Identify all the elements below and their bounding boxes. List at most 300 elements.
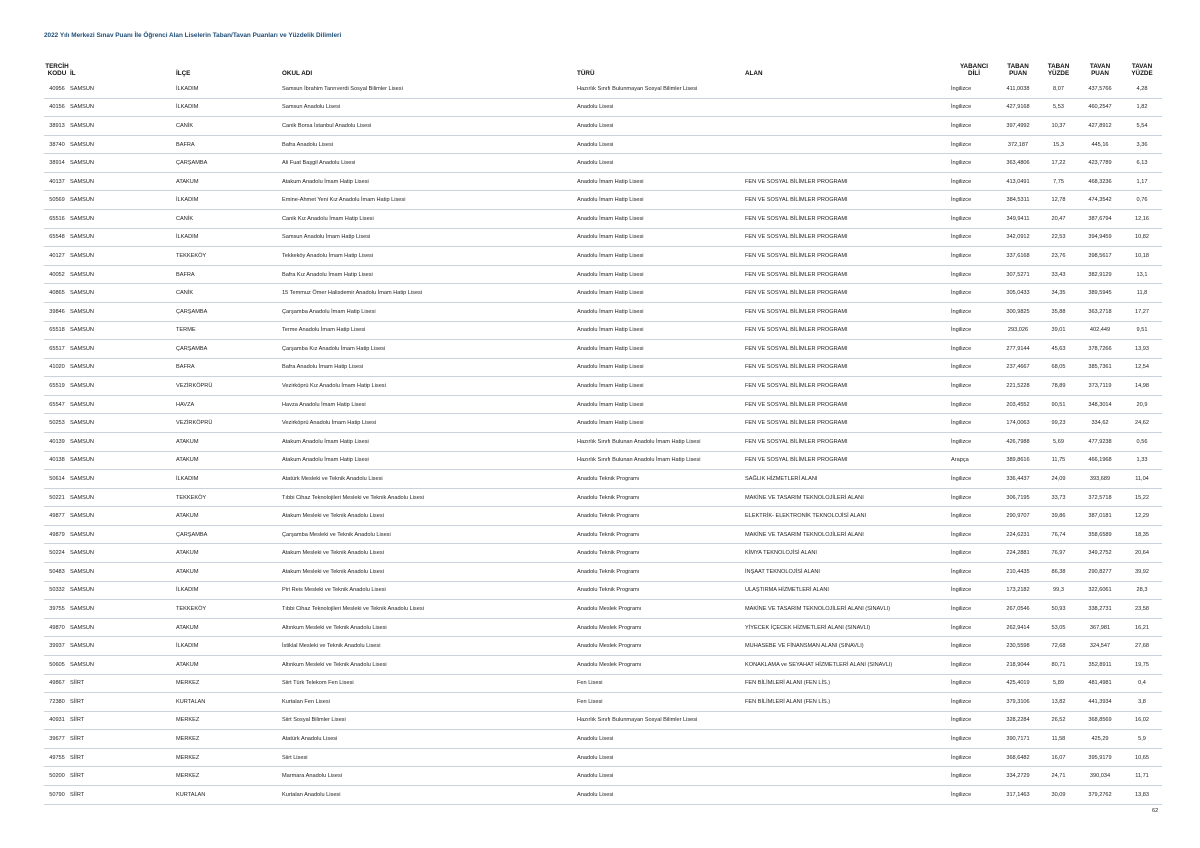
okul-adi-cell: Samsun İbrahim Tanrıverdi Sosyal Bilimler Lisesi [282, 80, 577, 98]
ilce-cell: MERKEZ [176, 767, 282, 786]
tavan-yuzde-cell: 14,98 [1122, 377, 1162, 396]
ilce-cell: BAFRA [176, 358, 282, 377]
alan-cell: FEN VE SOSYAL BİLİMLER PROGRAMI [745, 228, 951, 247]
il-cell: SAMSUN [70, 80, 176, 98]
alan-cell: MAKİNE VE TASARIM TEKNOLOJİLERİ ALANI (SINAVLI) [745, 600, 951, 619]
ilce-cell: İLKADIM [176, 637, 282, 656]
tavan-yuzde-cell: 17,27 [1122, 302, 1162, 321]
taban-yuzde-cell: 39,86 [1039, 507, 1078, 526]
table-row [44, 172, 1162, 191]
turu-cell: Anadolu Lisesi [577, 117, 745, 136]
header-tavan-yuzde-line1: TAVAN [1131, 62, 1153, 70]
tercih-kodu-cell: 40931 [44, 711, 70, 730]
taban-puan-cell: 224,2881 [997, 544, 1039, 563]
tavan-puan-cell: 373,7119 [1078, 377, 1122, 396]
tercih-kodu-cell: 38914 [44, 154, 70, 173]
yabanci-dili-cell: İngilizce [951, 618, 997, 637]
taban-puan-cell: 218,9044 [997, 655, 1039, 674]
taban-yuzde-cell: 20,47 [1039, 210, 1078, 229]
turu-cell: Anadolu İmam Hatip Lisesi [577, 265, 745, 284]
il-cell: SAMSUN [70, 470, 176, 489]
alan-cell: ELEKTRİK- ELEKTRONİK TEKNOLOJİSİ ALANI [745, 507, 951, 526]
header-row [44, 56, 1162, 80]
taban-yuzde-cell: 7,75 [1039, 172, 1078, 191]
alan-cell: FEN VE SOSYAL BİLİMLER PROGRAMI [745, 247, 951, 266]
table-row [44, 637, 1162, 656]
taban-puan-cell: 389,8616 [997, 451, 1039, 470]
okul-adi-cell: Marmara Anadolu Lisesi [282, 767, 577, 786]
table-row [44, 395, 1162, 414]
tavan-puan-cell: 481,4981 [1078, 674, 1122, 693]
okul-adi-cell: Atakum Mesleki ve Teknik Anadolu Lisesi [282, 544, 577, 563]
il-cell: SAMSUN [70, 117, 176, 136]
tavan-puan-cell: 441,3934 [1078, 693, 1122, 712]
tavan-yuzde-cell: 0,4 [1122, 674, 1162, 693]
okul-adi-cell: Kurtalan Anadolu Lisesi [282, 785, 577, 804]
tercih-kodu-cell: 50483 [44, 563, 70, 582]
ilce-cell: ÇARŞAMBA [176, 340, 282, 359]
taban-puan-cell: 328,2284 [997, 711, 1039, 730]
taban-puan-cell: 221,5228 [997, 377, 1039, 396]
taban-puan-cell: 267,0546 [997, 600, 1039, 619]
il-cell: SAMSUN [70, 340, 176, 359]
yabanci-dili-cell: İngilizce [951, 80, 997, 98]
turu-cell: Anadolu Teknik Programı [577, 525, 745, 544]
tercih-kodu-cell: 65517 [44, 340, 70, 359]
tavan-yuzde-cell: 28,3 [1122, 581, 1162, 600]
turu-cell: Hazırlık Sınıfı Bulunmayan Sosyal Bilimler Lisesi [577, 80, 745, 98]
taban-yuzde-cell: 23,76 [1039, 247, 1078, 266]
okul-adi-cell: Tıbbi Cihaz Teknolojileri Mesleki ve Teknik Anadolu Lisesi [282, 600, 577, 619]
tavan-puan-cell: 390,034 [1078, 767, 1122, 786]
tavan-yuzde-cell: 0,76 [1122, 191, 1162, 210]
taban-puan-cell: 173,2182 [997, 581, 1039, 600]
table-row [44, 117, 1162, 136]
table-row [44, 488, 1162, 507]
tercih-kodu-cell: 49879 [44, 525, 70, 544]
header-ilce: İLÇE [176, 70, 191, 78]
yabanci-dili-cell: İngilizce [951, 395, 997, 414]
tavan-yuzde-cell: 10,82 [1122, 228, 1162, 247]
tavan-puan-cell: 394,9459 [1078, 228, 1122, 247]
alan-cell [745, 785, 951, 804]
tavan-yuzde-cell: 1,33 [1122, 451, 1162, 470]
yabanci-dili-cell: İngilizce [951, 265, 997, 284]
taban-yuzde-cell: 12,78 [1039, 191, 1078, 210]
table-row [44, 414, 1162, 433]
il-cell: SAMSUN [70, 210, 176, 229]
il-cell: SAMSUN [70, 358, 176, 377]
il-cell: SAMSUN [70, 247, 176, 266]
tercih-kodu-cell: 50332 [44, 581, 70, 600]
taban-puan-cell: 384,5311 [997, 191, 1039, 210]
header-tavan-puan-line1: TAVAN [1089, 62, 1111, 70]
ilce-cell: MERKEZ [176, 730, 282, 749]
taban-puan-cell: 411,0038 [997, 80, 1039, 98]
tavan-puan-cell: 460,2547 [1078, 98, 1122, 117]
yabanci-dili-cell: İngilizce [951, 693, 997, 712]
table-row [44, 432, 1162, 451]
taban-yuzde-cell: 76,74 [1039, 525, 1078, 544]
ilce-cell: VEZİRKÖPRÜ [176, 377, 282, 396]
tercih-kodu-cell: 50605 [44, 655, 70, 674]
taban-puan-cell: 317,1463 [997, 785, 1039, 804]
taban-yuzde-cell: 22,53 [1039, 228, 1078, 247]
table-row [44, 210, 1162, 229]
turu-cell: Anadolu Lisesi [577, 785, 745, 804]
yabanci-dili-cell: İngilizce [951, 172, 997, 191]
taban-yuzde-cell: 30,09 [1039, 785, 1078, 804]
alan-cell: FEN VE SOSYAL BİLİMLER PROGRAMI [745, 191, 951, 210]
yabanci-dili-cell: İngilizce [951, 191, 997, 210]
ilce-cell: ÇARŞAMBA [176, 302, 282, 321]
header-il: İL [70, 70, 76, 78]
tavan-puan-cell: 393,689 [1078, 470, 1122, 489]
tercih-kodu-cell: 39677 [44, 730, 70, 749]
tavan-puan-cell: 338,2731 [1078, 600, 1122, 619]
taban-yuzde-cell: 13,82 [1039, 693, 1078, 712]
table-row [44, 154, 1162, 173]
table-row [44, 581, 1162, 600]
okul-adi-cell: Siirt Lisesi [282, 748, 577, 767]
ilce-cell: MERKEZ [176, 711, 282, 730]
okul-adi-cell: Ali Fuat Başgil Anadolu Lisesi [282, 154, 577, 173]
taban-yuzde-cell: 11,58 [1039, 730, 1078, 749]
turu-cell: Anadolu Teknik Programı [577, 581, 745, 600]
il-cell: SAMSUN [70, 321, 176, 340]
okul-adi-cell: Vezirköprü Kız Anadolu İmam Hatip Lisesi [282, 377, 577, 396]
ilce-cell: TERME [176, 321, 282, 340]
header-okul-adi: OKUL ADI [282, 70, 313, 78]
tercih-kodu-cell: 40052 [44, 265, 70, 284]
table-row [44, 135, 1162, 154]
yabanci-dili-cell: İngilizce [951, 377, 997, 396]
turu-cell: Anadolu Meslek Programı [577, 637, 745, 656]
header-tavan-puan [1078, 56, 1122, 80]
tercih-kodu-cell: 50790 [44, 785, 70, 804]
yabanci-dili-cell: İngilizce [951, 432, 997, 451]
alan-cell: KİMYA TEKNOLOJİSİ ALANI [745, 544, 951, 563]
okul-adi-cell: Çarşamba Mesleki ve Teknik Anadolu Lisesi [282, 525, 577, 544]
tercih-kodu-cell: 49877 [44, 507, 70, 526]
alan-cell: FEN VE SOSYAL BİLİMLER PROGRAMI [745, 377, 951, 396]
tercih-kodu-cell: 40139 [44, 432, 70, 451]
tavan-puan-cell: 385,7361 [1078, 358, 1122, 377]
yabanci-dili-cell: İngilizce [951, 637, 997, 656]
taban-yuzde-cell: 45,63 [1039, 340, 1078, 359]
table-row [44, 544, 1162, 563]
taban-puan-cell: 349,9411 [997, 210, 1039, 229]
turu-cell: Anadolu İmam Hatip Lisesi [577, 228, 745, 247]
tavan-yuzde-cell: 5,54 [1122, 117, 1162, 136]
alan-cell: FEN VE SOSYAL BİLİMLER PROGRAMI [745, 321, 951, 340]
alan-cell: FEN VE SOSYAL BİLİMLER PROGRAMI [745, 265, 951, 284]
taban-puan-cell: 413,0491 [997, 172, 1039, 191]
turu-cell: Anadolu Teknik Programı [577, 563, 745, 582]
tavan-yuzde-cell: 18,35 [1122, 525, 1162, 544]
tavan-yuzde-cell: 11,8 [1122, 284, 1162, 303]
ilce-cell: ÇARŞAMBA [176, 525, 282, 544]
taban-puan-cell: 307,5271 [997, 265, 1039, 284]
yabanci-dili-cell: İngilizce [951, 302, 997, 321]
taban-yuzde-cell: 5,53 [1039, 98, 1078, 117]
table-row [44, 711, 1162, 730]
taban-yuzde-cell: 33,43 [1039, 265, 1078, 284]
alan-cell [745, 748, 951, 767]
alan-cell: FEN VE SOSYAL BİLİMLER PROGRAMI [745, 340, 951, 359]
il-cell: SAMSUN [70, 284, 176, 303]
table-row [44, 525, 1162, 544]
il-cell: SAMSUN [70, 154, 176, 173]
tercih-kodu-cell: 72380 [44, 693, 70, 712]
yabanci-dili-cell: İngilizce [951, 135, 997, 154]
header-taban-puan-line2: PUAN [1009, 70, 1027, 78]
tavan-yuzde-cell: 24,62 [1122, 414, 1162, 433]
turu-cell: Anadolu İmam Hatip Lisesi [577, 321, 745, 340]
alan-cell: MUHASEBE VE FİNANSMAN ALANI (SINAVLI) [745, 637, 951, 656]
page-title: 2022 Yılı Merkezi Sınav Puanı İle Öğrenci Alan Liselerin Taban/Tavan Puanları ve Yüzdelik Dilimleri [44, 32, 342, 39]
okul-adi-cell: Canik Borsa İstanbul Anadolu Lisesi [282, 117, 577, 136]
okul-adi-cell: Siirt Sosyal Bilimler Lisesi [282, 711, 577, 730]
tercih-kodu-cell: 65518 [44, 321, 70, 340]
il-cell: SAMSUN [70, 600, 176, 619]
il-cell: SAMSUN [70, 98, 176, 117]
tavan-yuzde-cell: 4,28 [1122, 80, 1162, 98]
il-cell: SAMSUN [70, 618, 176, 637]
taban-yuzde-cell: 50,93 [1039, 600, 1078, 619]
tercih-kodu-cell: 40865 [44, 284, 70, 303]
ilce-cell: VEZİRKÖPRÜ [176, 414, 282, 433]
taban-yuzde-cell: 72,68 [1039, 637, 1078, 656]
table-row [44, 191, 1162, 210]
yabanci-dili-cell: İngilizce [951, 414, 997, 433]
ilce-cell: ATAKUM [176, 544, 282, 563]
tavan-yuzde-cell: 10,18 [1122, 247, 1162, 266]
il-cell: SAMSUN [70, 451, 176, 470]
turu-cell: Anadolu İmam Hatip Lisesi [577, 247, 745, 266]
yabanci-dili-cell: İngilizce [951, 730, 997, 749]
ilce-cell: ATAKUM [176, 507, 282, 526]
il-cell: SİİRT [70, 748, 176, 767]
alan-cell [745, 135, 951, 154]
tavan-yuzde-cell: 1,17 [1122, 172, 1162, 191]
il-cell: SİİRT [70, 674, 176, 693]
il-cell: SAMSUN [70, 563, 176, 582]
taban-puan-cell: 390,7171 [997, 730, 1039, 749]
tercih-kodu-cell: 49867 [44, 674, 70, 693]
taban-puan-cell: 425,4019 [997, 674, 1039, 693]
table-row [44, 340, 1162, 359]
table-row [44, 377, 1162, 396]
il-cell: SAMSUN [70, 414, 176, 433]
okul-adi-cell: Atakum Anadolu İmam Hatip Lisesi [282, 172, 577, 191]
ilce-cell: İLKADIM [176, 470, 282, 489]
yabanci-dili-cell: İngilizce [951, 154, 997, 173]
tercih-kodu-cell: 49755 [44, 748, 70, 767]
table-row [44, 451, 1162, 470]
taban-yuzde-cell: 86,38 [1039, 563, 1078, 582]
okul-adi-cell: Bafra Anadolu Lisesi [282, 135, 577, 154]
taban-puan-cell: 336,4437 [997, 470, 1039, 489]
alan-cell: FEN VE SOSYAL BİLİMLER PROGRAMI [745, 302, 951, 321]
okul-adi-cell: Terme Anadolu İmam Hatip Lisesi [282, 321, 577, 340]
tavan-puan-cell: 389,5945 [1078, 284, 1122, 303]
tavan-puan-cell: 349,2752 [1078, 544, 1122, 563]
taban-puan-cell: 334,2729 [997, 767, 1039, 786]
ilce-cell: ATAKUM [176, 432, 282, 451]
turu-cell: Anadolu Lisesi [577, 98, 745, 117]
turu-cell: Anadolu İmam Hatip Lisesi [577, 210, 745, 229]
okul-adi-cell: Havza Anadolu İmam Hatip Lisesi [282, 395, 577, 414]
alan-cell [745, 117, 951, 136]
tavan-puan-cell: 468,3236 [1078, 172, 1122, 191]
yabanci-dili-cell: İngilizce [951, 674, 997, 693]
table-row [44, 600, 1162, 619]
tavan-yuzde-cell: 3,8 [1122, 693, 1162, 712]
yabanci-dili-cell: İngilizce [951, 581, 997, 600]
il-cell: SAMSUN [70, 377, 176, 396]
score-table [44, 56, 1162, 805]
turu-cell: Anadolu İmam Hatip Lisesi [577, 340, 745, 359]
taban-yuzde-cell: 11,75 [1039, 451, 1078, 470]
okul-adi-cell: Atatürk Mesleki ve Teknik Anadolu Lisesi [282, 470, 577, 489]
ilce-cell: ATAKUM [176, 655, 282, 674]
tavan-puan-cell: 466,1968 [1078, 451, 1122, 470]
il-cell: SİİRT [70, 767, 176, 786]
taban-puan-cell: 224,6231 [997, 525, 1039, 544]
turu-cell: Anadolu Meslek Programı [577, 618, 745, 637]
table-row [44, 284, 1162, 303]
yabanci-dili-cell: İngilizce [951, 488, 997, 507]
ilce-cell: ATAKUM [176, 451, 282, 470]
alan-cell: MAKİNE VE TASARIM TEKNOLOJİLERİ ALANI [745, 525, 951, 544]
table-row [44, 302, 1162, 321]
header-taban-yuzde-line2: YÜZDE [1047, 70, 1070, 78]
yabanci-dili-cell: İngilizce [951, 117, 997, 136]
taban-puan-cell: 210,4435 [997, 563, 1039, 582]
tercih-kodu-cell: 40956 [44, 80, 70, 98]
taban-puan-cell: 237,4667 [997, 358, 1039, 377]
alan-cell: İNŞAAT TEKNOLOJİSİ ALANI [745, 563, 951, 582]
ilce-cell: KURTALAN [176, 785, 282, 804]
yabanci-dili-cell: İngilizce [951, 247, 997, 266]
header-taban-yuzde [1039, 56, 1078, 80]
turu-cell: Anadolu İmam Hatip Lisesi [577, 172, 745, 191]
tavan-yuzde-cell: 12,16 [1122, 210, 1162, 229]
turu-cell: Anadolu İmam Hatip Lisesi [577, 395, 745, 414]
turu-cell: Anadolu Lisesi [577, 730, 745, 749]
taban-puan-cell: 426,7988 [997, 432, 1039, 451]
table-row [44, 507, 1162, 526]
alan-cell: FEN VE SOSYAL BİLİMLER PROGRAMI [745, 358, 951, 377]
header-tavan-yuzde-line2: YÜZDE [1131, 70, 1153, 78]
taban-puan-cell: 300,9825 [997, 302, 1039, 321]
alan-cell: FEN VE SOSYAL BİLİMLER PROGRAMI [745, 395, 951, 414]
tavan-puan-cell: 387,0181 [1078, 507, 1122, 526]
tavan-puan-cell: 378,7266 [1078, 340, 1122, 359]
turu-cell: Anadolu Teknik Programı [577, 488, 745, 507]
ilce-cell: ATAKUM [176, 618, 282, 637]
tercih-kodu-cell: 40138 [44, 451, 70, 470]
il-cell: SAMSUN [70, 488, 176, 507]
tavan-yuzde-cell: 20,9 [1122, 395, 1162, 414]
yabanci-dili-cell: İngilizce [951, 767, 997, 786]
table-row [44, 247, 1162, 266]
tercih-kodu-cell: 65519 [44, 377, 70, 396]
il-cell: SAMSUN [70, 395, 176, 414]
alan-cell [745, 154, 951, 173]
tavan-puan-cell: 395,9179 [1078, 748, 1122, 767]
il-cell: SAMSUN [70, 507, 176, 526]
alan-cell [745, 80, 951, 98]
turu-cell: Fen Lisesi [577, 674, 745, 693]
alan-cell: FEN BİLİMLERİ ALANI (FEN LİS.) [745, 693, 951, 712]
taban-puan-cell: 368,6482 [997, 748, 1039, 767]
tavan-puan-cell: 372,5718 [1078, 488, 1122, 507]
turu-cell: Hazırlık Sınıfı Bulunan Anadolu İmam Hatip Lisesi [577, 451, 745, 470]
ilce-cell: ATAKUM [176, 172, 282, 191]
tavan-puan-cell: 290,8277 [1078, 563, 1122, 582]
yabanci-dili-cell: İngilizce [951, 470, 997, 489]
tavan-yuzde-cell: 10,65 [1122, 748, 1162, 767]
tercih-kodu-cell: 38740 [44, 135, 70, 154]
taban-puan-cell: 306,7195 [997, 488, 1039, 507]
taban-yuzde-cell: 78,89 [1039, 377, 1078, 396]
header-dil-line2: DİLİ [968, 70, 980, 78]
turu-cell: Anadolu Lisesi [577, 154, 745, 173]
tavan-yuzde-cell: 11,04 [1122, 470, 1162, 489]
il-cell: SAMSUN [70, 191, 176, 210]
table-row [44, 785, 1162, 804]
taban-puan-cell: 397,4992 [997, 117, 1039, 136]
alan-cell: FEN VE SOSYAL BİLİMLER PROGRAMI [745, 284, 951, 303]
tavan-yuzde-cell: 1,82 [1122, 98, 1162, 117]
alan-cell [745, 711, 951, 730]
turu-cell: Anadolu Meslek Programı [577, 600, 745, 619]
tavan-puan-cell: 358,6589 [1078, 525, 1122, 544]
tavan-puan-cell: 322,6061 [1078, 581, 1122, 600]
alan-cell: FEN BİLİMLERİ ALANI (FEN LİS.) [745, 674, 951, 693]
ilce-cell: BAFRA [176, 265, 282, 284]
header-taban-yuzde-line1: TABAN [1047, 62, 1070, 70]
turu-cell: Anadolu Teknik Programı [577, 507, 745, 526]
tavan-puan-cell: 398,5617 [1078, 247, 1122, 266]
taban-puan-cell: 337,6168 [997, 247, 1039, 266]
tavan-puan-cell: 368,8569 [1078, 711, 1122, 730]
ilce-cell: ÇARŞAMBA [176, 154, 282, 173]
taban-yuzde-cell: 26,52 [1039, 711, 1078, 730]
tercih-kodu-cell: 40137 [44, 172, 70, 191]
tavan-puan-cell: 437,5766 [1078, 80, 1122, 98]
yabanci-dili-cell: İngilizce [951, 340, 997, 359]
tavan-yuzde-cell: 12,54 [1122, 358, 1162, 377]
taban-yuzde-cell: 24,09 [1039, 470, 1078, 489]
tavan-yuzde-cell: 11,71 [1122, 767, 1162, 786]
turu-cell: Anadolu İmam Hatip Lisesi [577, 284, 745, 303]
taban-puan-cell: 174,0063 [997, 414, 1039, 433]
header-tavan-yuzde [1122, 56, 1162, 80]
yabanci-dili-cell: İngilizce [951, 284, 997, 303]
yabanci-dili-cell: İngilizce [951, 748, 997, 767]
table-row [44, 470, 1162, 489]
il-cell: SİİRT [70, 711, 176, 730]
alan-cell: ULAŞTIRMA HİZMETLERİ ALANI [745, 581, 951, 600]
ilce-cell: TEKKEKÖY [176, 247, 282, 266]
yabanci-dili-cell: İngilizce [951, 358, 997, 377]
tavan-yuzde-cell: 9,51 [1122, 321, 1162, 340]
tercih-kodu-cell: 49870 [44, 618, 70, 637]
header-tercih-line2: KODU [47, 70, 67, 78]
